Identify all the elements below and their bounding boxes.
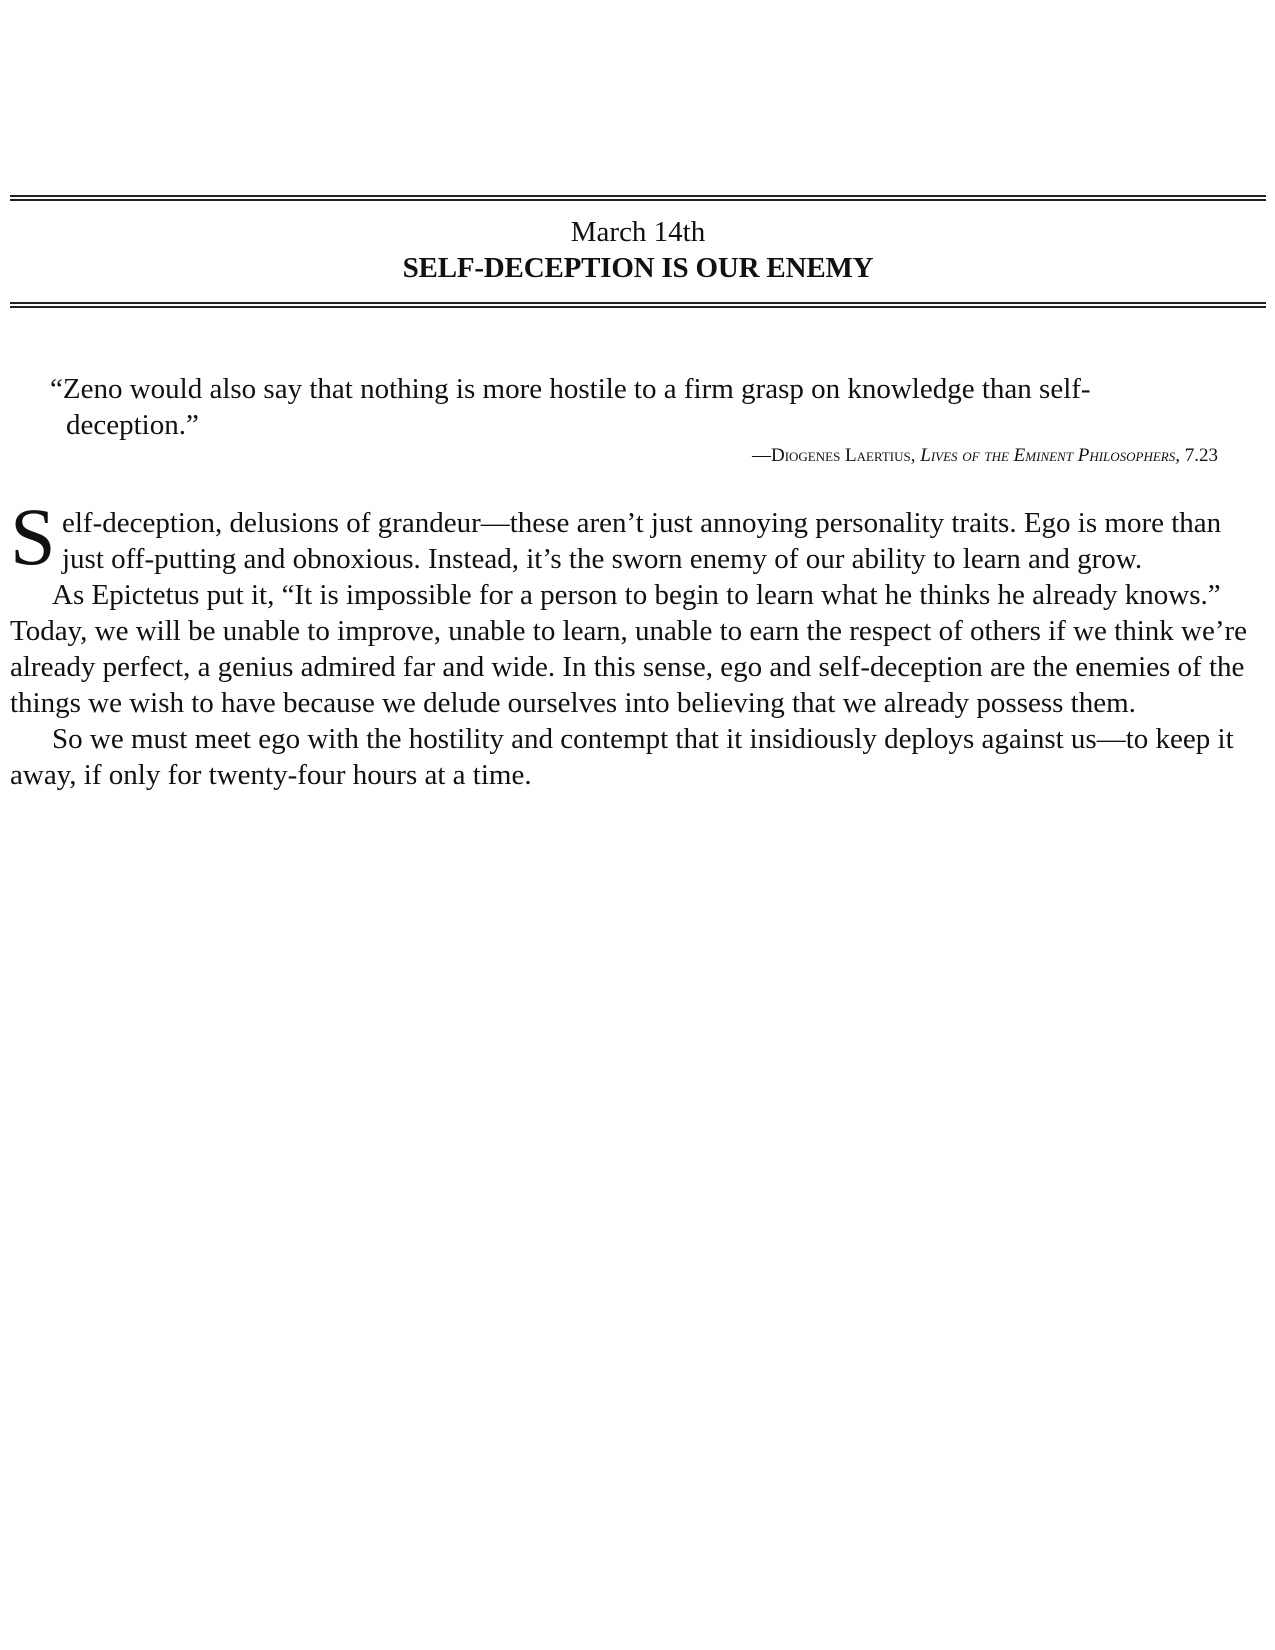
entry-date: March 14th	[570, 216, 706, 248]
epigraph-attribution	[752, 443, 1218, 469]
paragraph-1-text: elf-deception, delusions of grandeur—these aren’t just annoying personality traits. Ego is more than just off-putting and obnoxious. Instead, it’s the sworn enemy of our ability to learn and grow.	[62, 507, 1222, 575]
header-top-rule	[10, 195, 1266, 201]
attribution-author: Diogenes Laertius,	[770, 445, 916, 466]
paragraph-2: As Epictetus put it, “It is impossible for a person to begin to learn what he thinks he already knows.” Today, we will be unable to improve, unable to learn, unable to earn the respect of others if we think we’re already perfect, a genius admired far and wide. In this sense, ego and self-deception are the enemies of the things we wish to have because we delude ourselves into believing that we already possess them.	[10, 579, 1248, 719]
page	[10, 0, 1266, 1650]
attribution-work: Lives of the Eminent Philosophers,	[920, 445, 1180, 466]
paragraph-3: So we must meet ego with the hostility and contempt that it insidiously deploys against us—to keep it away, if only for twenty-four hours at a time.	[10, 723, 1234, 791]
entry-body	[10, 491, 1266, 793]
attribution-dash: —	[751, 445, 771, 466]
entry-title: SELF-DECEPTION IS OUR ENEMY	[402, 252, 874, 284]
epigraph-quote: “Zeno would also say that nothing is more hostile to a firm grasp on knowledge than self-deception.”	[50, 373, 1091, 441]
header-bottom-rule	[10, 302, 1266, 308]
attribution-ref: 7.23	[1184, 445, 1218, 466]
drop-cap: S	[10, 491, 56, 582]
entry-header	[10, 214, 1266, 286]
paragraph-1	[10, 491, 1266, 582]
